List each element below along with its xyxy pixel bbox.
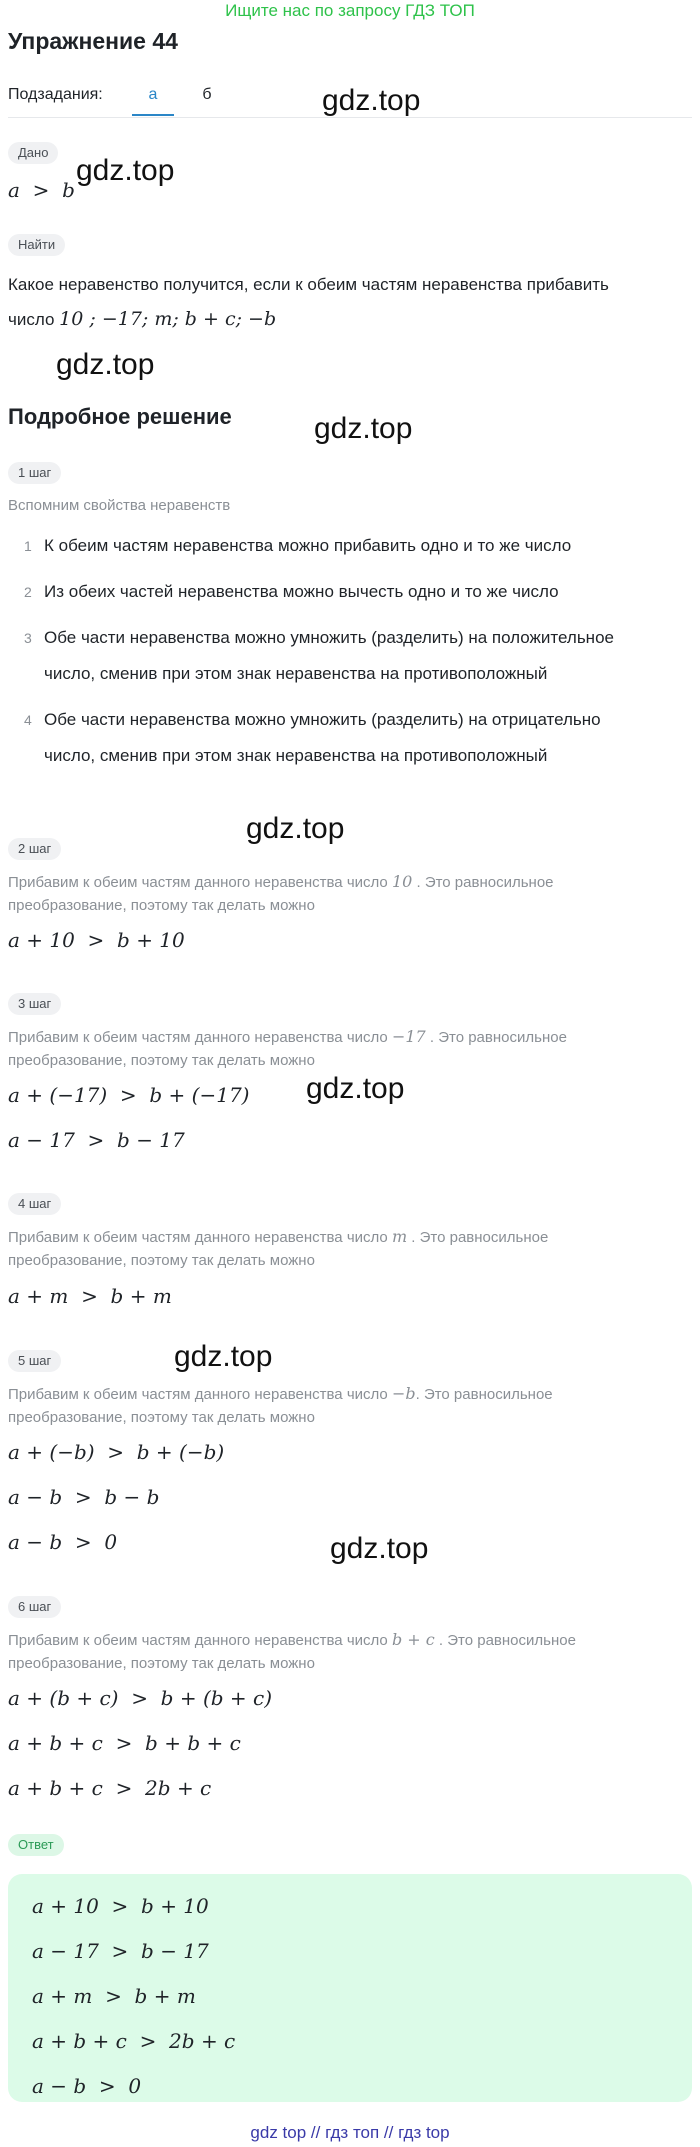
watermark: gdz.top: [174, 1340, 273, 1373]
answer-expression: a + m > b + m: [32, 1984, 196, 2008]
subtask-tab-a[interactable]: а: [132, 84, 174, 116]
step-description: Прибавим к обеим частям данного неравенства число −17 . Это равносильное: [8, 1027, 567, 1046]
step-expression: a + 10 > b + 10: [8, 928, 185, 952]
solution-title: Подробное решение: [8, 404, 232, 429]
answer-expression: a − 17 > b − 17: [32, 1939, 209, 1963]
step-description: Прибавим к обеим частям данного неравенства число 10 . Это равносильное: [8, 872, 554, 891]
step-expression: a + m > b + m: [8, 1284, 172, 1308]
footer-links[interactable]: gdz top // гдз топ // гдз top: [250, 2123, 450, 2142]
step-label: 4 шаг: [8, 1193, 61, 1215]
watermark: gdz.top: [56, 348, 155, 381]
answer-expression: a + b + c > 2b + c: [32, 2029, 236, 2053]
step-label: 3 шаг: [8, 993, 61, 1015]
step-expression: a + b + c > b + b + c: [8, 1731, 241, 1755]
step-description: преобразование, поэтому так делать можно: [8, 1409, 315, 1426]
step-expression: a − b > 0: [8, 1530, 118, 1554]
subtask-tab-b[interactable]: б: [202, 86, 212, 103]
find-text-line1: Какое неравенство получится, если к обеим частям неравенства прибавить: [8, 275, 609, 294]
property-number: 2: [24, 584, 32, 600]
step-expression: a + b + c > 2b + c: [8, 1776, 212, 1800]
answer-expression: a − b > 0: [32, 2074, 142, 2098]
step-description: Прибавим к обеим частям данного неравенства число m . Это равносильное: [8, 1227, 549, 1246]
step-expression: a − 17 > b − 17: [8, 1128, 185, 1152]
property-number: 3: [24, 630, 32, 646]
watermark: gdz.top: [330, 1532, 429, 1565]
step-description: Прибавим к обеим частям данного неравенства число −b. Это равносильное: [8, 1384, 553, 1403]
step-expression: a + (b + c) > b + (b + c): [8, 1686, 273, 1710]
answer-expression: a + 10 > b + 10: [32, 1894, 209, 1918]
watermark: gdz.top: [314, 412, 413, 445]
given-pill: Дано: [8, 142, 58, 164]
watermark: gdz.top: [306, 1072, 405, 1105]
step-description: Прибавим к обеим частям данного неравенства число b + c . Это равносильное: [8, 1630, 576, 1649]
watermark: gdz.top: [322, 84, 421, 117]
step-expression: a + (−17) > b + (−17): [8, 1083, 250, 1107]
watermark: gdz.top: [76, 154, 175, 187]
step-label: 1 шаг: [8, 462, 61, 484]
step-label: 5 шаг: [8, 1350, 61, 1372]
watermark: gdz.top: [246, 812, 345, 845]
property-number: 1: [24, 538, 32, 554]
step-expression: a + (−b) > b + (−b): [8, 1440, 225, 1464]
step-intro: Вспомним свойства неравенств: [8, 497, 231, 514]
given-expression: a > b: [8, 178, 75, 202]
page-title: Упражнение 44: [8, 28, 178, 54]
top-banner: Ищите нас по запросу ГДЗ ТОП: [225, 1, 475, 20]
subtasks-label: Подзадания:: [8, 86, 103, 103]
find-text-line2: число 10 ; −17; m; b + c; −b: [8, 308, 277, 330]
step-label: 6 шаг: [8, 1596, 61, 1618]
step-description: преобразование, поэтому так делать можно: [8, 1252, 315, 1269]
step-description: преобразование, поэтому так делать можно: [8, 897, 315, 914]
step-expression: a − b > b − b: [8, 1485, 160, 1509]
property-number: 4: [24, 712, 32, 728]
step-description: преобразование, поэтому так делать можно: [8, 1052, 315, 1069]
step-description: преобразование, поэтому так делать можно: [8, 1655, 315, 1672]
step-label: 2 шаг: [8, 838, 61, 860]
find-math: 10 ; −17; m; b + c; −b: [59, 308, 277, 330]
answer-pill: Ответ: [8, 1834, 64, 1856]
find-pill: Найти: [8, 234, 65, 256]
